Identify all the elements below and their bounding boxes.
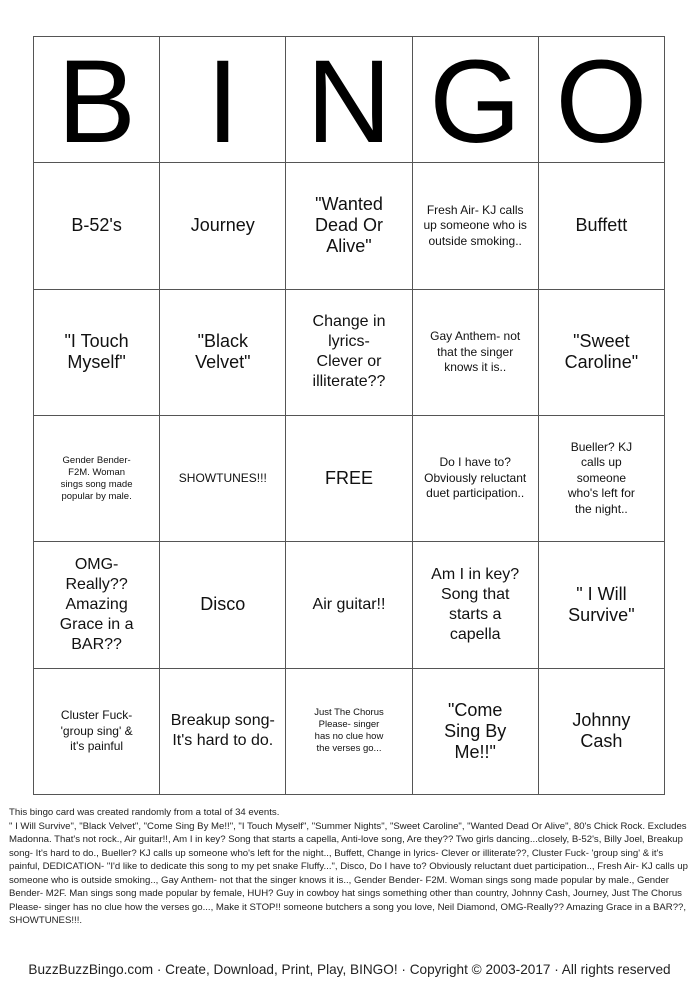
- bingo-square: Just The Chorus Please- singer has no clue how the verses go...: [286, 669, 412, 795]
- bingo-card: [33, 36, 665, 795]
- bingo-square: Gay Anthem- not that the singer knows it is..: [413, 290, 539, 416]
- bingo-square: Breakup song- It's hard to do.: [160, 669, 286, 795]
- bingo-square: "Black Velvet": [160, 290, 286, 416]
- bingo-square: Johnny Cash: [539, 669, 665, 795]
- card-info: [9, 806, 693, 928]
- bingo-square: Do I have to? Obviously reluctant duet participation..: [413, 416, 539, 542]
- bingo-square: Buffett: [539, 163, 665, 289]
- bingo-square: "I Touch Myself": [34, 290, 160, 416]
- bingo-square: Journey: [160, 163, 286, 289]
- header-letter-n: [286, 37, 412, 163]
- header-letter: O: [555, 37, 648, 164]
- bingo-square: "Wanted Dead Or Alive": [286, 163, 412, 289]
- bingo-square: Am I in key? Song that starts a capella: [413, 542, 539, 668]
- header-letter-o: [539, 37, 665, 163]
- bingo-square: Gender Bender- F2M. Woman sings song made popular by male.: [34, 416, 160, 542]
- free-square: FREE: [286, 416, 412, 542]
- header-letter-g: [413, 37, 539, 163]
- header-letter-b: [34, 37, 160, 163]
- bingo-square: "Sweet Caroline": [539, 290, 665, 416]
- bingo-square: OMG-Really?? Amazing Grace in a BAR??: [34, 542, 160, 668]
- header-letter: G: [429, 37, 522, 164]
- card-summary: This bingo card was created randomly from a total of 34 events.: [9, 807, 280, 818]
- bingo-square: Disco: [160, 542, 286, 668]
- header-letter: I: [206, 37, 240, 164]
- bingo-square: " I Will Survive": [539, 542, 665, 668]
- bingo-square: Fresh Air- KJ calls up someone who is outside smoking..: [413, 163, 539, 289]
- bingo-square: Cluster Fuck- 'group sing' & it's painful: [34, 669, 160, 795]
- bingo-square: SHOWTUNES!!!: [160, 416, 286, 542]
- header-letter: N: [306, 37, 392, 164]
- copyright-footer: BuzzBuzzBingo.com · Create, Download, Print, Play, BINGO! · Copyright © 2003-2017 · All rights reserved: [28, 962, 671, 977]
- event-list: " I Will Survive", "Black Velvet", "Come Sing By Me!!", "I Touch Myself", "Summer Nights", "Sweet Caroline", "Wanted Dead Or Alive", 80's Chick Rock. Excludes Madonna. That's not rock., Air guitar!!, Am I in key? Song that starts a capella, Anti-love song, Are they?? Two girls dancing...closely, B-52's, Billy Joel, Breakup song- It's hard to do., Bueller? KJ calls up someone who's left for the night.., Buffett, Change in lyrics- Clever or illiterate??, Cluster Fuck- 'group sing' & it's painful, DEDICATION- "I'd like to dedicate this song to my pet snake Fluffy...", Disco, Do I have to? Obviously reluctant duet participation.., Fresh Air- KJ calls up someone who is outside smoking.., Gay Anthem- not that the singer knows it is.., Gender Bender- F2M. Woman sings song made popular by male., Gender Bender- M2F. Man sings song made popular by female, HUH? Guy in cowboy hat sings something other than country, Johnny Cash, Journey, Just The Chorus Please- singer has no clue how the verses go..., Make it STOP!! someone butchers a song you love, Neil Diamond, OMG-Really?? Amazing Grace in a BAR??, SHOWTUNES!!!.: [9, 820, 688, 926]
- bingo-square: B-52's: [34, 163, 160, 289]
- bingo-square: "Come Sing By Me!!": [413, 669, 539, 795]
- header-letter: B: [57, 37, 136, 164]
- bingo-square: Change in lyrics- Clever or illiterate??: [286, 290, 412, 416]
- header-letter-i: [160, 37, 286, 163]
- bingo-square: Bueller? KJ calls up someone who's left for the night..: [539, 416, 665, 542]
- bingo-square: Air guitar!!: [286, 542, 412, 668]
